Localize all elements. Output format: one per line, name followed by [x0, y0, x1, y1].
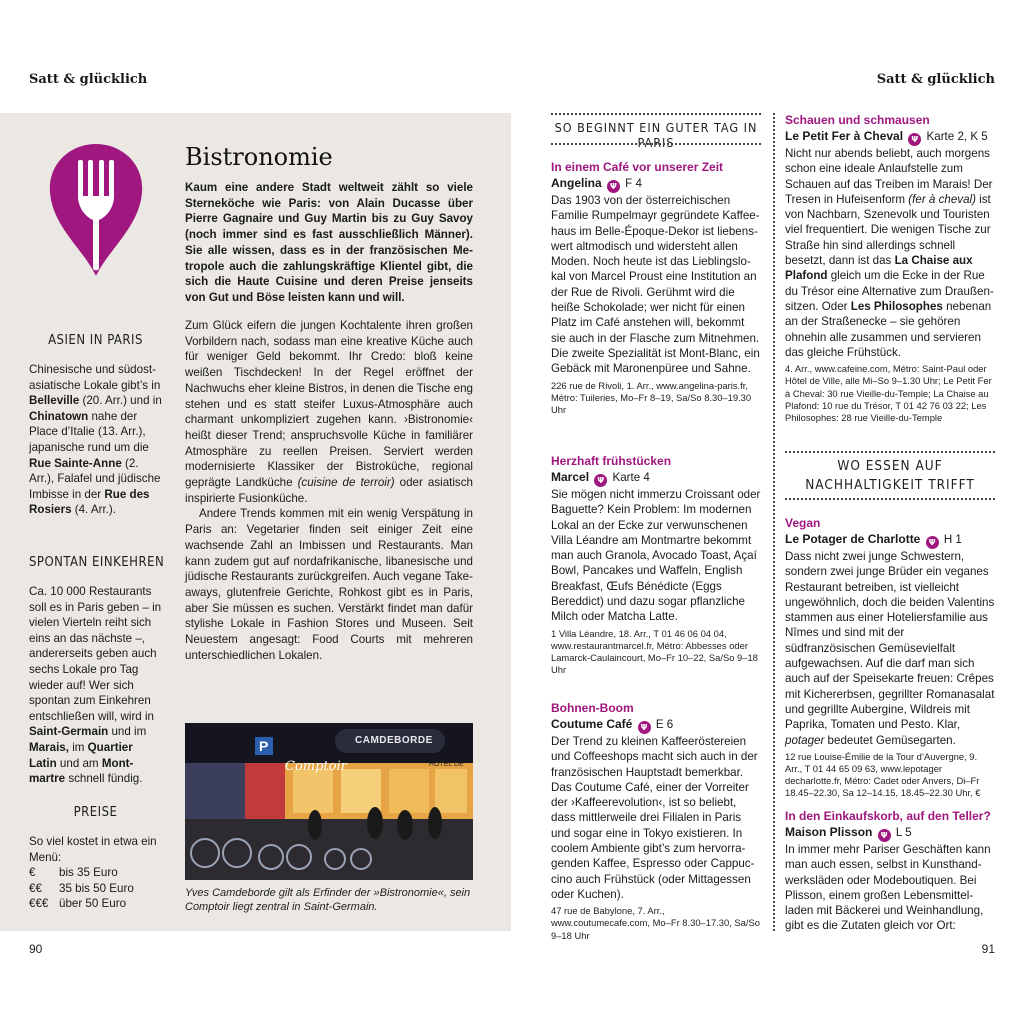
map-ref: F 4 — [625, 177, 642, 190]
map-ref: Karte 2, K 5 — [926, 130, 988, 143]
map-ref: Karte 4 — [612, 471, 650, 484]
sidebar-heading-asia: ASIEN IN PARIS — [48, 333, 143, 348]
running-header-left: Satt & glücklich — [29, 72, 148, 87]
photo-sign-comptoir: Comptoir — [285, 759, 347, 774]
page-number-left: 90 — [29, 942, 43, 956]
sidebar-asia-text: Chinesische und südostasiatische Lokale gibt’s in Belleville (20. Arr.) und in Chinatown nahe der Place d’Italie (13. Arr.), japanische rund um die Rue Sainte-Anne (2. Arr.), Falafel und jüdische Imbisse in der Rue des Rosiers (4. Arr.). — [29, 363, 162, 517]
sidebar-asia — [29, 333, 162, 518]
box-divider — [785, 451, 995, 453]
article-paragraph: Andere Trends kommen mit ein wenig Verspätung in Paris an: Vegetarier finden seit einiger Zeit eine wachsende Zahl an Imbissen und Restaurants. Man kann zudem gut auf nordafrikanische, libanesische und jüdische Restaurants zurückgreifen. Auch vegane Take-aways, glutenfreie Gerichte, Rohkost gibt es in Paris, aber Sie müssen es suchen. Verstärkt findet man dafür stylishe Lokale in Fashion Stores und Museen. Seit Neuestem angesagt: Food Courts mit mehreren unterschiedlichen Lokalen. — [185, 507, 473, 662]
entry-section: Vegan — [785, 516, 821, 530]
map-ref: L 5 — [895, 826, 912, 839]
entry-potager — [785, 515, 995, 800]
sidebar-spontan — [29, 555, 165, 787]
entry-angelina — [551, 159, 761, 416]
entry-text: Sie mögen nicht immerzu Croissant oder Baguette? Kein Problem: Im modernen Lokal an der Ecke zur verwunschenen Villa Léandre am Montmartre bekommt man auch Granola, Avocado Toast, Açaí Bowl, Pancakes und Waffeln, English Breakfast, Œufs Bénédicte (Eggs Bereddict) und dazu sogar pflanzliche Milch oder Matcha Latte. — [551, 488, 761, 624]
price-row: €€€ über 50 Euro — [29, 897, 127, 911]
fork-pin-icon: Ψ — [638, 721, 651, 734]
map-ref: E 6 — [655, 718, 674, 731]
box-divider — [551, 113, 761, 115]
entry-text: In immer mehr Pariser Geschäften kann man auch essen, selbst in Kunsthandwerksläden oder Modeboutiquen. Bei Plisson, einem großen Lebensmittelladen mit Bäckerei und Weinhandlung, gibt es die Zutaten gleich vor Ort: — [785, 843, 991, 933]
entry-section: In den Einkaufskorb, auf den Teller? — [785, 809, 991, 823]
box-heading-morning: SO BEGINNT EIN GUTER TAG IN PARIS — [554, 120, 758, 150]
column-divider — [773, 113, 775, 931]
entry-name: Coutume Café — [551, 717, 633, 731]
fork-pin-icon: Ψ — [908, 133, 921, 146]
photo-sign-camdeborde: CAMDEBORDE — [355, 735, 433, 746]
entry-name: Maison Plisson — [785, 825, 873, 839]
entry-section: Bohnen-Boom — [551, 701, 634, 715]
entry-address: 1 Villa Léandre, 18. Arr., T 01 46 06 04 04, www.restaurantmarcel.fr, Métro: Abbesses oder Lamarck-Caulaincourt, Mo–Fr 10–22, Sa/So 9–18 Uhr — [551, 627, 758, 676]
entry-plisson — [785, 808, 995, 934]
entry-name: Le Potager de Charlotte — [785, 532, 921, 546]
entry-section: In einem Café vor unserer Zeit — [551, 160, 724, 174]
entry-address: 226 rue de Rivoli, 1. Arr., www.angelina-paris.fr, Métro: Tuileries, Mo–Fr 8–19, Sa/So 8.30–19.30 Uhr — [551, 379, 752, 415]
fork-pin-icon — [44, 140, 148, 278]
sidebar-preise — [29, 805, 162, 912]
entry-text: Der Trend zu kleinen Kaffeeröstereien und Coffeeshops macht sich auch in der französischen Hauptstadt bemerkbar. Das Coutume Café, einer der Vorreiter der ›Kaffeerevolution‹, ist so beliebt, dass mittlerweile drei Filialen in Paris und sogar eine in Tokyo existieren. In coolem Ambiente gibt’s zum hervorragenden Kaffee, Espresso oder Cappuccino auch Frühstück (oder Mittagessen oder Kuchen). — [551, 735, 758, 901]
entry-address: 47 rue de Babylone, 7. Arr., www.coutumecafe.com, Mo–Fr 8.30–17.30, Sa/So 9–18 Uhr — [551, 905, 760, 941]
article-paragraph: Zum Glück eifern die jungen Kochtalente ihren großen Vorbildern nach, sodass man eine kreative Küche auch für weniger Geld bekommt. Ihr Credo: bloß keine weißen Tischdecken! In der Regel eröffnet der Nachwuchs eher kleine Bistros, in denen die Tische eng stehen und es statt steifer Luxus-Atmosphäre auch charmant unkompliziert zugehen kann. ›Bistronomie‹ heißt dieser Trend; anspruchsvolle Küche in familiärer Atmosphäre zu reellen Preisen. Serviert werden modernisierte Klassiker der Bistroküche, regional geprägte Landküche (cuisine de terroir) oder asiatisch inspirierte Fusionküche. — [185, 319, 473, 505]
entry-name: Marcel — [551, 470, 590, 484]
entry-name: Le Petit Fer à Cheval — [785, 129, 904, 143]
article-lead: Kaum eine andere Stadt weltweit zählt so viele Sterneköche wie Paris: von Alain Ducasse über Pierre Gagnaire und Guy Martin bis zu Guy Savoy (noch immer sind es fast ausschließlich Männer). Sie alle wissen, dass es in der französischen Metropole auch die zahlungskräftige Klientel gibt, die sich die Haute Cuisine und deren Preise jenseits von Gut und Böse leisten kann und will. — [185, 181, 473, 304]
price-row: €€ 35 bis 50 Euro — [29, 881, 134, 895]
fork-pin-icon: Ψ — [607, 180, 620, 193]
fork-pin-icon: Ψ — [926, 536, 939, 549]
box-divider — [785, 498, 995, 500]
article-title: Bistronomie — [185, 143, 333, 171]
box-divider — [551, 143, 761, 145]
entry-section: Schauen und schmausen — [785, 113, 930, 127]
entry-petit-fer — [785, 112, 995, 424]
entry-coutume — [551, 700, 761, 942]
restaurant-photo-illustration — [185, 723, 473, 880]
sidebar-heading-spontan: SPONTAN EINKEHREN — [29, 555, 165, 570]
article-body — [185, 318, 473, 663]
map-ref: H 1 — [943, 533, 962, 546]
entry-address: 4. Arr., www.cafeine.com, Métro: Saint-Paul oder Hôtel de Ville, alle Mi–So 9–1.30 Uhr; Le Petit Fer à Cheval: 30 rue Vieille-du-Temple; La Chaise au Plafond: 10 rue du Trésor, T 01 42 76 03 22; Les Philosophes: 28 rue Vieille-du-Temple — [785, 363, 992, 423]
entry-text: Dass nicht zwei junge Schwestern, sondern zwei junge Brüder ein veganes Restaurant betreiben, ist vielleicht ungewöhnlich, doch die beiden Valentins stammen aus einer Hoteliersfamilie aus Nîmes und sind mit der südfranzösischen Gemüsevielfalt aufgewachsen. Auf die darf man sich auch auf der Speisekarte freuen: Crêpes mit Kichererbsen, gegrillter Romanasalat und gegrillte Aubergine, Wildreis mit Paprika, Tomaten und Pesto. Klar, potager bedeutet Gemüsegarten. — [785, 550, 995, 747]
entry-section: Herzhaft frühstücken — [551, 454, 672, 468]
entry-text: Das 1903 von der österreichischen Familie Rumpelmayr gegründete Kaffeehaus im Belle-Époque-Dekor ist liebenswert altmodisch und widersteht allen Moden. Noch heute ist das Lieblingslokal von Marcel Proust eine Institution an der Rue de Rivoli. Gerühmt wird die heiße Schokolade; wer nicht für einen Platz im Café anstehen will, bekommt sie auch in der Flasche zum Mitnehmen. Die zweite Spezialität ist Mont-Blanc, ein Gebäck mit Maronenpüree und Sahne. — [551, 194, 760, 376]
sidebar-heading-preise: PREISE — [73, 805, 118, 820]
entry-marcel — [551, 453, 761, 676]
entry-text: Nicht nur abends beliebt, auch morgens schon eine ideale Anlaufstelle zum Schauen auf das Treiben im Marais! Der Tresen in Hufeisenform (fer à cheval) ist von Nachbarn, Szenevolk und Touristen viel frequentiert. Die wenigen Tische zur Straße hin sind allerdings schnell besetzt, dann ist das La Chaise aux Plafond gleich um die Ecke in der Rue du Trésor eine Alternative zum Draußensitzen. Oder Les Philosophes nebenan an der Straßenecke – sie gehören ohnehin alle zusammen und servieren das gleiche Frühstück. — [785, 147, 994, 359]
entry-name: Angelina — [551, 176, 602, 190]
running-header-right: Satt & glücklich — [876, 72, 995, 87]
page-number-right: 91 — [981, 942, 995, 956]
photo-caption: Yves Camdeborde gilt als Erfinder der »Bistronomie«, sein Comptoir liegt zentral in Saint-Germain. — [185, 887, 471, 913]
price-row: € bis 35 Euro — [29, 866, 118, 880]
photo-sign-hotel: HÔTEL DE — [429, 761, 464, 768]
sidebar-spontan-text: Ca. 10 000 Restaurants soll es in Paris geben – in vielen Vierteln reiht sich eins an das nächste –, andererseits geben auch sechs Lokale pro Tag wieder auf! Wer sich spontan zum Einkehren entschließen will, wird in Saint-Germain und im Marais, im Quartier Latin und am Montmartre schnell fündig. — [29, 585, 162, 786]
restaurant-photo — [185, 723, 473, 880]
sidebar-preise-intro: So viel kostet in etwa ein Menü: — [29, 835, 157, 864]
fork-pin-icon: Ψ — [594, 474, 607, 487]
entry-address: 12 rue Louise-Émilie de la Tour d’Auvergne, 9. Arr., T 01 44 65 09 63, www.lepotager decharlotte.fr, Métro: Cadet oder Anvers, Di–Fr 18.45–22.30, Sa 12–14.15, 18.45–22.30 Uhr, € — [785, 750, 981, 799]
box-heading-sustainable: WO ESSEN AUF NACHHALTIGKEIT TRIFFT — [805, 458, 975, 493]
fork-pin-icon: Ψ — [878, 829, 891, 842]
svg-text:P: P — [259, 738, 269, 754]
